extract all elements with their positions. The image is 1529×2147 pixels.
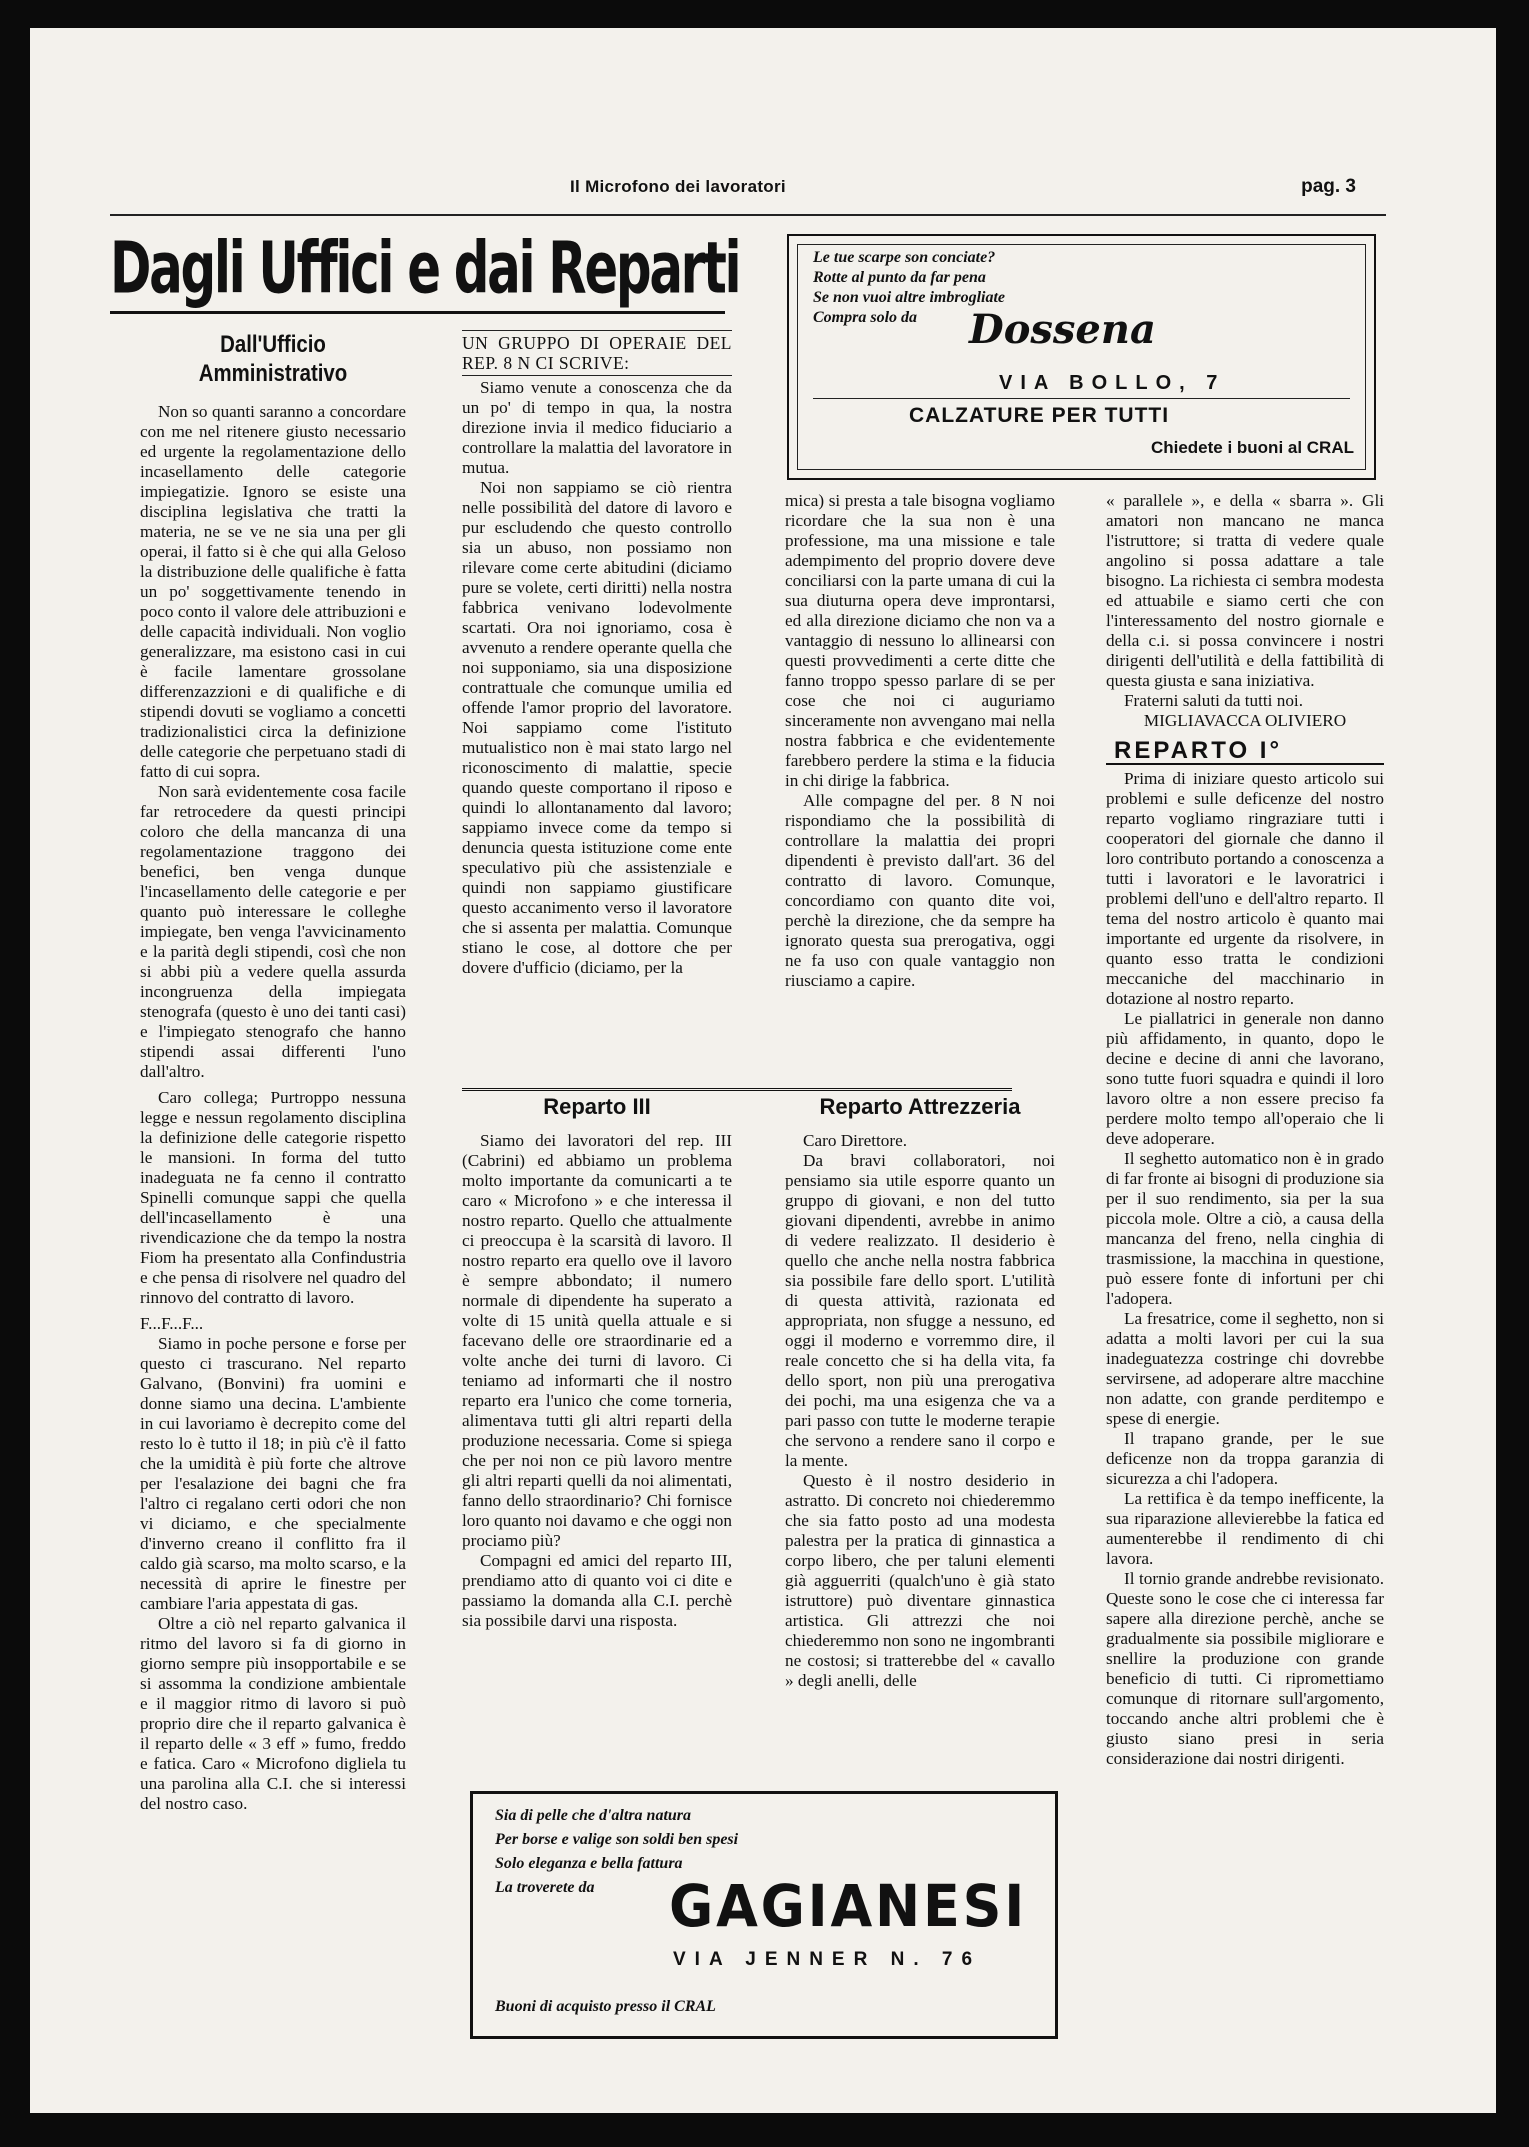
closing-line: Fraterni saluti da tutti noi. [1124, 691, 1304, 710]
paragraph: Siamo venute a conoscenza che da un po' di tempo in qua, la nostra direzione invia il medico fiduciario a controllare la malattia del lavoratore in mutua. [462, 378, 732, 477]
ad-text-line: Rotte al punto da far pena [813, 269, 986, 286]
paragraph: La rettifica è da tempo inefficente, la sua riparazione allevierebbe la fatica ed aumenterebbe il rendimento di chi lavora. [1106, 1489, 1384, 1568]
paragraph: Prima di iniziare questo articolo sui problemi e sulle deficenze del nostro reparto vogliamo ringraziare tutti i cooperatori del giornale che danno il loro contributo portando a conoscenza a tutti i lavoratori e le lavoratrici i problemi dell'uno e dell'altro reparto. Il tema del nostro articolo è quanto mai importante ed urgente da risolvere, in quanto esso tratta le condizioni meccaniche del macchinario in dotazione al nostro reparto. [1106, 769, 1384, 1008]
article-heading-line-2: Amministrativo [198, 360, 348, 387]
article-intro: UN GRUPPO DI OPERAIE DEL REP. 8 N CI SCRIVE: [462, 333, 732, 373]
paragraph: Il tornio grande andrebbe revisionato. Queste sono le cose che ci interessa far sapere alla direzione perchè, anche se gradualmente sia possibile migliorare e snellire la produzione con grande beneficio di tutti. Ci ripromettiamo comunque di ritornare sull'argomento, toccando anche altri problemi che è giusto siano presi in seria considerazione dai nostri dirigenti. [1106, 1569, 1384, 1768]
paragraph: Non so quanti saranno a concordare con me nel ritenere giusto necessario ed urgente la regolamentazione dello incasellamento delle categorie impiegatizie. Ignoro se esiste una disciplina legislativa che tratti la materia, ne se ve ne sia una per gli operai, il fatto si è che qui alla Geloso la distribuzione delle qualifiche è fatta un po' soggettivamente tenendo in poco conto il valore dele attribuzioni e delle capacità individuali. Non voglio generalizzare, ma esistono casi in cui è facile lamentare grossolane differenzazzioni e di qualifiche e di stipendi dovuti se vogliamo a concetti tradizionalistici circa la definizione delle categorie che perpetuano stadi di fatto di cui sopra. [140, 402, 406, 781]
intro-rule-bottom [462, 375, 732, 376]
ad-tagline: CALZATURE PER TUTTI [909, 404, 1170, 427]
salutation: Caro Direttore. [803, 1131, 908, 1150]
ad-address: VIA BOLLO, 7 [999, 372, 1226, 394]
newspaper-page [30, 28, 1496, 2113]
ad-rule [813, 398, 1350, 399]
ad-text-line: Le tue scarpe son conciate? [813, 249, 996, 266]
ad-text-line: La troverete da [495, 1879, 595, 1896]
running-head-rule [110, 214, 1386, 216]
article-operaie-rep-8n [462, 328, 732, 978]
intro-rule-top [462, 330, 732, 331]
ad-gagianesi [470, 1791, 1058, 2039]
ad-text-line: Compra solo da [813, 309, 918, 326]
article-signature: MIGLIAVACCA OLIVIERO [1143, 711, 1347, 730]
headline-rule [110, 311, 725, 314]
paragraph: Da bravi collaboratori, noi pensiamo sia utile esporre quanto un gruppo di giovani, e non del tutto giovani dipendenti, avrebbe in animo di vedere realizzato. Il desiderio è quello che anche nella nostra fabbrica sia possibile fare dello sport. L'utilità di questa attività, razionata ed appropriata, non sfugge a nessuno, ed oggi il moderno e vorremmo dire, il reale concetto che si ha della vita, fa dello sport, non più una prerogativa dei pochi, ma una esigenza che va a pari passo con tutte le moderne terapie che servono a rendere sano il corpo e la mente. [785, 1151, 1055, 1470]
ad-note: Chiedete i buoni al CRAL [1150, 438, 1354, 457]
paragraph: Il seghetto automatico non è in grado di far fronte ai bisogni di produzione sia per il suo rendimento, sia per la sua piccola mole. Oltre a ciò, a causa della mancanza del freno, nella cinghia di trasmissione, la macchina in questione, può essere fonte di infortuni per chi l'adopera. [1106, 1149, 1384, 1308]
article-heading-line-1: Dall'Ufficio [220, 331, 326, 358]
section-heading-reparto-3: Reparto III [543, 1094, 651, 1119]
ad-note: Buoni di acquisto presso il CRAL [495, 1998, 716, 2015]
article-reparto-3 [462, 1094, 732, 1631]
paragraph: Siamo in poche persone e forse per questo ci trascurano. Nel reparto Galvano, (Bonvini) fra uomini e donne siamo una decina. L'ambiente in cui lavoriamo è decrepito come del resto lo è tutto il 18; in più c'è il fatto che la umidità è più forte che altrove per l'esalazione dei bagni che fra l'altro ci regalano certi odori che non vi diciamo, e che specialmente d'inverno creano il conflitto fra il caldo già scarso, ma molto scarso, e la necessità di aprire le finestre per cambiare l'aria appestata di gas. [140, 1334, 406, 1613]
paragraph: Alle compagne del per. 8 N noi rispondiamo che la possibilità di controllare la malattia dei propri dipendenti è previsto dall'art. 36 del contratto di lavoro. Comunque, concordiamo con quanto dite voi, perchè la direzione, che da sempre ha ignorato questa sua prerogativa, oggi ne fa uso con quale vantaggio non riusciamo a capire. [785, 791, 1055, 990]
paragraph: Le piallatrici in generale non danno più affidamento, in quanto, dopo le decine e decine di anni che lavorano, sono tutte fuori squadra e quindi il loro lavoro oltre a non essere preciso fa perdere molto tempo all'operaio che li deve adoperare. [1106, 1009, 1384, 1148]
article-signature: F...F...F... [140, 1314, 204, 1333]
paragraph: Caro collega; Purtroppo nessuna legge e nessun regolamento disciplina la definizione delle categorie rispetto le mansioni. In forma del tutto inadeguata ne fa cenno il contratto Spinelli comunque sappi che quella dell'incasellamento è una rivendicazione che da tempo la nostra Fiom ha presentato alla Confindustria e che pensa di risolvere nel quadro del rinnovo del contratto di lavoro. [140, 1088, 406, 1307]
ad-brand-logo: Dossena [969, 306, 1156, 353]
page-number: pag. 3 [1301, 176, 1356, 197]
paragraph: Compagni ed amici del reparto III, prendiamo atto di quanto voi ci dite e passiamo la domanda alla C.I. perchè sia possibile darvi una risposta. [462, 1551, 732, 1630]
section-heading-reparto-attrezzeria: Reparto Attrezzeria [819, 1094, 1021, 1119]
article-ufficio-amministrativo [140, 330, 406, 1814]
paragraph: mica) si presta a tale bisogna vogliamo ricordare che la sua non è una professione, ma una missione e tale adempimento del proprio dovere deve conciliarsi con la parte umana di cui la sua diuturna opera deve improntarsi, ed alla direzione diciamo che non va a vantaggio di nessuno lo allinearsi con questi provvedimenti a certe ditte che fanno troppo spesso parlare di se per cose che noi ci auguriamo sinceramente non avvengano mai nella nostra fabbrica e che evidentemente farebbero perdere la stima e la fiducia in chi dirige la fabbrica. [785, 491, 1055, 790]
paragraph: Non sarà evidentemente cosa facile far retrocedere da questi principi coloro che della mancanza di una regolamentazione traggono dei benefici, ben venga dunque l'incasellamento delle categorie e per quanto può interessare le colleghe impiegate, ben venga l'avvicinamento e la parità degli stipendi, così che non si abbi più a vedere quella assurda incongruenza della impiegata stenografa (questo è uno dei tanti casi) e l'impiegato stenografo che hanno stipendi assai differenti l'uno dall'altro. [140, 782, 406, 1081]
paragraph: Questo è il nostro desiderio in astratto. Di concreto noi chiederemmo che sia fatto posto ad una modesta palestra per la pratica di ginnastica a corpo libero, che per taluni elementi già agguerriti (qualch'uno è già stato istruttore) può diventare ginnastica artistica. Gli attrezzi che noi chiederemmo non sono ne ingombranti ne costosi; si tratterebbe del « cavallo » degli anelli, delle [785, 1471, 1055, 1690]
paragraph: Oltre a ciò nel reparto galvanica il ritmo del lavoro si fa di giorno in giorno sempre più insopportabile e se si assomma la condizione ambientale e il maggior ritmo di lavoro si può proprio dire che il reparto galvanica è il reparto delle « 3 eff » fumo, freddo e fatica. Caro « Microfono digliela tu una parolina alla C.I. che si interessi del nostro caso. [140, 1614, 406, 1813]
paragraph: Il trapano grande, per le sue deficenze non da troppa garanzia di sicurezza a chi l'adopera. [1106, 1429, 1384, 1488]
page-headline: Dagli Uffici e dai Reparti [110, 227, 740, 311]
article-heading [160, 330, 386, 388]
paragraph: La fresatrice, come il seghetto, non si adatta a molti lavori per cui la sua inadeguatezza costringe chi dovrebbe servirsene, ad adoperare altre macchine non adatte, con grande perditempo e spese di energie. [1106, 1309, 1384, 1428]
paragraph: Siamo dei lavoratori del rep. III (Cabrini) ed abbiamo un problema molto importante da comunicarti a te caro « Microfono » e che interessa il nostro reparto. Quello che attualmente ci preoccupa è la scarsità di lavoro. Il nostro reparto era quello ove il lavoro è sempre abbondato; il numero normale di dipendente ha superato a volte di 15 unità quella attuale e si facevano delle ore straordinarie ed a volte anche dei turni di lavoro. Ci teniamo ad informarti che il nostro reparto era l'unico che come torneria, alimentava tutti gli altri reparti della produzione necessaria. Come si spiega che per noi non ce più lavoro mentre gli altri reparti quelli da noi alimentati, fanno dello straordinario? Chi fornisce loro quanto noi davamo e che oggi non prociamo più? [462, 1131, 732, 1550]
running-head-title: Il Microfono dei lavoratori [570, 177, 786, 196]
ad-dossena [787, 234, 1376, 480]
section-heading-reparto-1: REPARTO I° [1114, 737, 1283, 764]
paragraph: « parallele », e della « sbarra ». Gli amatori non mancano ne manca l'istruttore; si tratta di vedere quale angolino si possa adattare a tale bisogno. La richiesta ci sembra modesta ed attuabile e siamo certi che con l'interessamento del nostro giornale e della c.i. si possa convincere i nostri dirigenti dell'utilità e della fattibilità di questa giusta e sana iniziativa. [1106, 491, 1384, 690]
ad-text-line: Sia di pelle che d'altra natura [495, 1807, 692, 1824]
paragraph: Noi non sappiamo se ciò rientra nelle possibilità del datore di lavoro e pur escludendo che questo controllo sia un abuso, non possiamo non rilevare come certe abitudini (diciamo pure se volete, certi diritti) nella nostra fabbrica venivano lodevolmente scartati. Ora noi ignoriamo, cosa è avvenuto a rendere operante quella che noi supponiamo, sia una disposizione contrattuale che comunque umilia ed offende l'amor proprio del lavoratore. Noi sappiamo come l'istituto mutualistico non è mai stato largo nel riconoscimento di malattie, specie quando queste comportano il riposo e quindi lo allontanamento dal lavoro; sappiamo invece come da tempo si denuncia questa istituzione come ente speculativo più che assistenziale e quindi non sappiamo giustificare questo accanimento verso il lavoratore che si assenta per malattia. Comunque stiano le cose, al dottore che per dovere d'ufficio (diciamo, per la [462, 478, 732, 977]
article-operaie-continued [785, 491, 1055, 991]
ad-brand-logo: GAGIANESI [669, 1872, 1028, 1940]
ad-text-line: Solo eleganza e bella fattura [495, 1855, 683, 1872]
ad-text-line: Per borse e valige son soldi ben spesi [495, 1831, 739, 1848]
article-column-4 [1106, 491, 1384, 1769]
ad-text-line: Se non vuoi altre imbrogliate [813, 289, 1006, 306]
article-reparto-attrezzeria [785, 1094, 1055, 1691]
ad-address: VIA JENNER N. 76 [673, 1949, 982, 1970]
